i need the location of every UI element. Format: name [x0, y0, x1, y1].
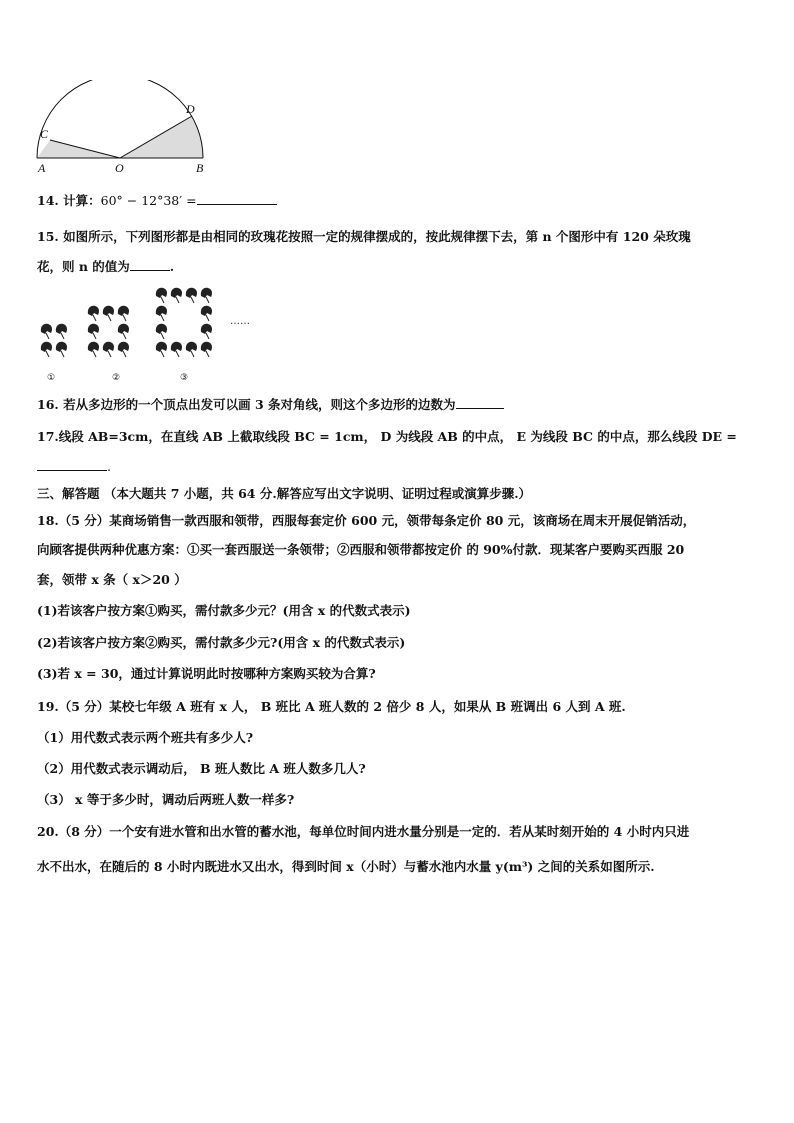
q20-text-line2: 水不出水，在随后的 8 小时内既进水又出水，得到时间 x（小时）与蓄水池内水量 y(m³) 之间的关系如图所示.: [37, 859, 655, 874]
q19-number: 19.: [37, 699, 59, 714]
rose-figure-2: [88, 306, 129, 357]
label-b: B: [196, 161, 204, 175]
rose-label-1: ①: [47, 373, 56, 383]
semicircle-figure: [30, 80, 220, 175]
rose-ellipsis: ……: [230, 316, 250, 327]
question-15-line2: [37, 258, 174, 276]
q18-sub2-text: (2)若该客户按方案②购买，需付款多少元?(用含 x 的代数式表示): [37, 635, 406, 650]
question-17-line2: [37, 458, 111, 476]
label-c: C: [40, 127, 49, 141]
q17-line2-end: .: [107, 459, 111, 474]
q17-answer-blank[interactable]: [37, 458, 107, 471]
question-18-sub2: [37, 634, 405, 652]
q17-number: 17.: [37, 429, 59, 444]
q16-answer-blank[interactable]: [456, 396, 504, 409]
q15-number: 15.: [37, 229, 59, 244]
q18-text-line3: 套，领带 x 条（ x＞20 ）: [37, 572, 187, 587]
rose-pattern-figure: [30, 282, 270, 387]
q19-text-line1: （5 分）某校七年级 A 班有 x 人， B 班比 A 班人数的 2 倍少 8 人，如果从 B 班调出 6 人到 A 班.: [58, 699, 626, 714]
rose-figure-1: [41, 324, 67, 357]
q19-sub1-text: （1）用代数式表示两个班共有多少人?: [37, 730, 254, 745]
q18-sub1-text: (1)若该客户按方案①购买，需付款多少元？(用含 x 的代数式表示): [37, 603, 411, 618]
q19-sub3-text: （3） x 等于多少时，调动后两班人数一样多?: [37, 792, 295, 807]
question-19-sub2: [37, 760, 366, 778]
rose-label-2: ②: [112, 373, 121, 383]
question-19-sub1: [37, 729, 253, 747]
question-15-line1: [37, 228, 691, 246]
q18-sub3-text: (3)若 x = 30，通过计算说明此时按哪种方案购买较为合算?: [37, 666, 376, 681]
question-20-line1: [37, 823, 689, 841]
question-18-line1: [37, 512, 695, 530]
question-18-line2: [37, 541, 684, 559]
section-3-title: 三、解答题 （本大题共 7 小题，共 64 分.解答应写出文字说明、证明过程或演算步骤.）: [37, 486, 532, 501]
question-19-line1: [37, 698, 626, 716]
q15-text-line1: 如图所示，下列图形都是由相同的玫瑰花按照一定的规律摆成的，按此规律摆下去，第 n 个图形中有 120 朵玫瑰: [63, 229, 691, 244]
question-14: [37, 192, 277, 210]
q16-number: 16.: [37, 397, 59, 412]
q14-number: 14.: [37, 193, 59, 208]
question-18-sub1: [37, 602, 411, 620]
question-19-sub3: [37, 791, 294, 809]
q20-text-line1: （8 分）一个安有进水管和出水管的蓄水池，每单位时间内进水量分别是一定的．若从某时刻开始的 4 小时内只进: [58, 824, 690, 839]
label-o: O: [115, 161, 124, 175]
rose-label-3: ③: [180, 373, 189, 383]
q14-prefix: 计算：: [63, 193, 101, 208]
q14-expression: 60° − 12°38′ =: [100, 193, 197, 208]
q20-number: 20.: [37, 824, 59, 839]
q15-line2-end: .: [169, 259, 175, 274]
label-a: A: [38, 161, 46, 175]
q18-text-line2: 向顾客提供两种优惠方案：①买一套西服送一条领带；②西服和领带都按定价 的 90%付款．现某客户要购买西服 20: [37, 542, 685, 557]
question-16: [37, 396, 504, 414]
q15-answer-blank[interactable]: [130, 258, 170, 271]
label-d: D: [186, 102, 195, 116]
section-3-heading: [37, 485, 531, 503]
shaded-sector-bod: [120, 116, 203, 158]
q18-text-line1: （5 分）某商场销售一款西服和领带，西服每套定价 600 元，领带每条定价 80 元，该商场在周末开展促销活动，: [58, 513, 696, 528]
question-20-line2: [37, 858, 655, 876]
question-17: [37, 428, 737, 446]
q18-number: 18.: [37, 513, 59, 528]
q15-text-line2: 花，则 n 的值为: [37, 259, 130, 274]
q16-text: 若从多边形的一个顶点出发可以画 3 条对角线，则这个多边形的边数为: [63, 397, 456, 412]
question-18-line3: [37, 571, 187, 589]
question-18-sub3: [37, 665, 376, 683]
rose-figure-3: [156, 288, 212, 357]
q14-answer-blank[interactable]: [197, 192, 277, 205]
q17-text: 线段 AB=3cm，在直线 AB 上截取线段 BC = 1cm， D 为线段 AB 的中点， E 为线段 BC 的中点，那么线段 DE =: [58, 429, 737, 444]
q19-sub2-text: （2）用代数式表示调动后， B 班人数比 A 班人数多几人?: [37, 761, 366, 776]
